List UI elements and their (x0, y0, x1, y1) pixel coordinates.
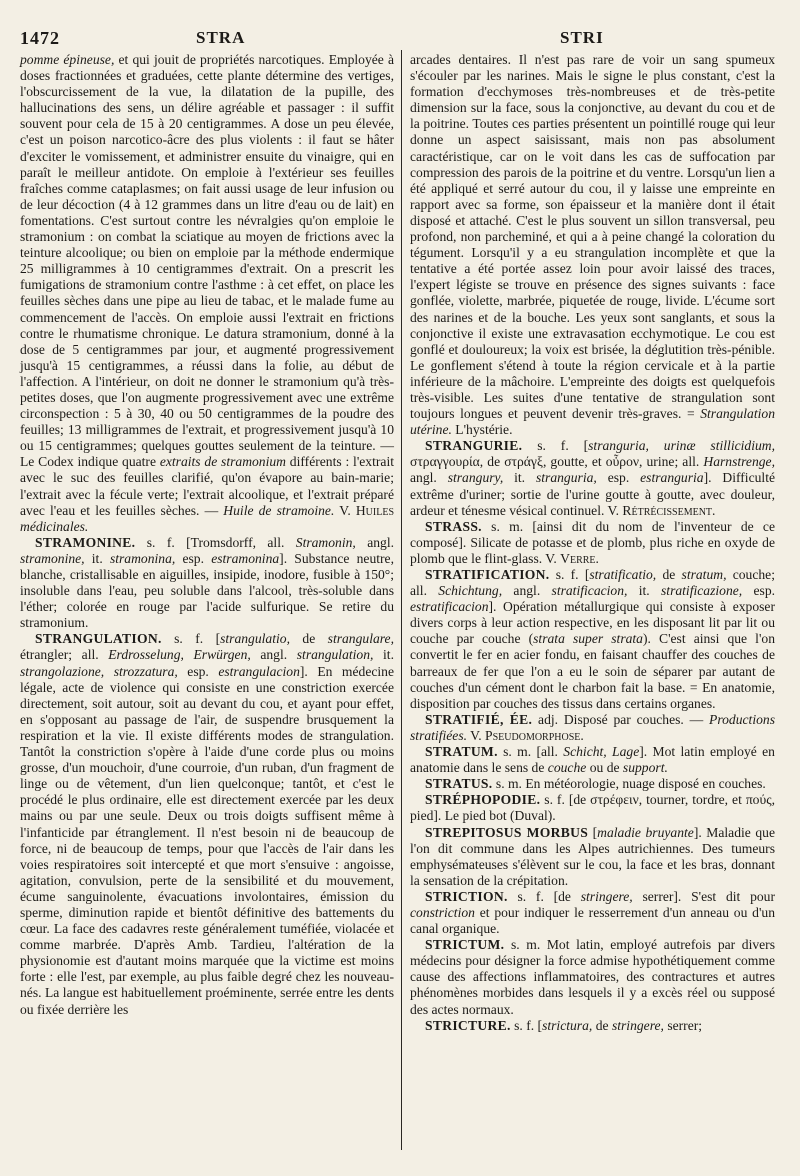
headword: STRAMONINE. (35, 534, 136, 550)
headword: STRÉPHOPODIE. (425, 792, 541, 808)
entry-stratus: STRATUS. s. m. En météorologie, nuage disposé en couches. (425, 776, 766, 792)
page-number: 1472 (20, 28, 60, 48)
entry-stramonine: STRAMONINE. s. f. [Tromsdorff, all. Stramonin, angl. stramonine, it. stramonina, esp. estramonina]. Substance neutre, blanche, cristallisable en aiguilles, insipide, inodore, fusible à 150°; insoluble dans l'eau, peu soluble dans l'alcool, très-soluble dans l'éther; colorée en rouge par l'acide sulfurique. Se retire du stramonium. (20, 534, 395, 631)
left-column (20, 52, 394, 1018)
entry-strangulation: STRANGULATION. s. f. [strangulatio, de strangulare, étrangler; all. Erdrosselung, Erwürgen, angl. strangulation, it. strangolazione, strozzatura, esp. estrangulacion]. En médecine légale, acte de violence qui consiste en une constriction exercée directement, soit autour, soit au devant du cou, et ayant pour effet, en s'opposant au passage de l'air, de suspendre brusquement la respiration et la vie. Il existe différents modes de strangulation. Tantôt la constriction s'opère à l'aide d'une corde plus ou moins grosse, d'un mouchoir, d'une courroie, d'un ruban, d'un fragment de linge ou de vêtement, d'un lien quelconque; tantôt, et c'est le procédé le plus ordinaire, elle est directement exercée par les deux mains ou par une seule. Deux ou trois doigts suffisent même à l'infanticide par étranglement. Il n'est besoin ni de beaucoup de force, ni de beaucoup de temps, pour que l'accès de l'air dans les voies respiratoires soit intercepté et que mort s'ensuive : angoisse, agitation, convulsion, perte de la sensibilité et du mouvement, écume sanguinolente, évacuations involontaires, émission du sperme, diminution rapide et bientôt définitive des battements du cœur. La face des cadavres reste généralement tuméfiée, violacée et comme marbrée. D'après Amb. Tardieu, l'altération de la physionomie est d'autant moins marquée que la victime est moins forte : elle l'est, par exemple, au plus faible degré chez les nouveau-nés. La langue est habituellement proéminente, serrée entre les dents ou fixée derrière les (20, 631, 394, 1017)
entry-stricture: STRICTURE. s. f. [strictura, de stringere, serrer; (425, 1017, 703, 1033)
headword: STRATIFIÉ, ÉE. (425, 711, 533, 727)
entry-striction: STRICTION. s. f. [de stringere, serrer]. S'est dit pour constriction et pour indiquer le resserrement d'un anneau ou d'un canal organique. (410, 888, 775, 937)
entry-stramonium-continued: pomme épineuse, et qui jouit de propriétés narcotiques. Employée à doses fractionnées et graduées, cette plante détermine des vertiges, l'obscurcissement de la vue, la dilatation de la pupille, des hallucinations des sens, un délire agréable et passager : il suffit souvent pour cela de 15 à 20 centigrammes. A dose un peu élevée, c'est un poison narcotico-âcre des plus violents : il faut se hâter d'exciter le vomissement, et administrer ensuite du vinaigre, qui en paraît le meilleur antidote. On emploie à l'extérieur ses feuilles fraîches comme cataplasmes; on fait aussi usage de leur infusion ou de leur décoction (4 à 12 grammes dans un litre d'eau ou de lait) en fomentations. C'est surtout contre les névralgies qu'on emploie le stramonium : on combat la sciatique au moyen de frictions avec la teinture alcoolique; ou bien on emploie par la méthode endermique 25 milligrammes à 10 centigrammes d'extrait. On a prescrit les fumigations de stramonium contre l'asthme : à cet effet, on place les feuilles sèches dans une pipe au lieu de tabac, et le malade fume au commencement de l'accès. On emploie aussi l'extrait en frictions contre le rhumatisme chronique. Le datura stramonium, donné à la dose de 5 centigrammes par jour, et augmenté progressivement jusqu'à 15 centigrammes, a réussi dans la folie, au début de l'affection. A l'intérieur, on doit ne donner le stramonium qu'à très-petites doses, que l'on augmente progressivement avec une extrême circonspection : 5 à 30, 40 ou 50 centigrammes de la poudre des feuilles; 13 milligrammes de l'extrait, et progressivement jusqu'à 10 ou 15 centigrammes; quelques gouttes seulement de la teinture. — Le Codex indique quatre extraits de stramonium différents : l'extrait avec le suc des feuilles clarifié, qu'on évapore au bain-marie; l'extrait avec la fécule verte; l'extrait alcoolique, et l'extrait préparé avec l'eau et les feuilles sèches. — Huile de stramoine. V. Huiles médicinales. (20, 52, 395, 534)
entry-stratifie: STRATIFIÉ, ÉE. adj. Disposé par couches. — Productions stratifiées. V. Pseudomorphose. (410, 711, 775, 743)
entry-strephopodie: STRÉPHOPODIE. s. f. [de στρέφειν, tourner, tordre, et πούς, pied]. Le pied bot (Duval). (410, 792, 775, 824)
left-running-head: STRA (196, 28, 246, 47)
entry-stratum: STRATUM. s. m. [all. Schicht, Lage]. Mot latin employé en anatomie dans le sens de couche ou de support. (410, 744, 775, 776)
headword: STRICTUM. (425, 937, 505, 953)
headword: STRATUM. (425, 744, 498, 760)
entry-strass: STRASS. s. m. [ainsi dit du nom de l'inventeur de ce composé]. Silicate de potasse et de plomb, plus riche en oxyde de plomb que le flint-glass. V. Verre. (410, 518, 775, 566)
entry-strictum: STRICTUM. s. m. Mot latin, employé autrefois par divers médecins pour désigner la force admise hypothétiquement comme cause des affections inflammatoires, des contractures et autres phénomènes morbides dans lesquels il y a excès réel ou supposé des actes normaux. (410, 937, 775, 1017)
entry-strangulation-continued: arcades dentaires. Il n'est pas rare de voir un sang spumeux s'écouler par les narines. Mais le signe le plus constant, c'est la formation d'ecchymoses très-nombreuses et de très-petite dimension sur la face, sous la conjonctive, au devant du cou et de la poitrine. Toutes ces parties présentent un pointillé rouge qui leur donne un aspect saisissant, mais non pas absolument caractéristique, car on le voit dans les cas de suffocation par compression des parois de la poitrine et du ventre. Lorsqu'un lien a été appliqué et serré autour du cou, il y laisse une empreinte en rapport avec sa forme, son épaisseur et la manière dont il était disposé et attaché. C'est le plus souvent un sillon transversal, peu profond, non parcheminé, et qui a à peine changé la coloration du tégument. Lorsqu'il y a eu strangulation incomplète et que la tentative a été portée assez loin pour avoir laissé des traces, l'expert légiste se trouve en présence des signes suivants : face gonflée, violette, marbrée, piquetée de rouge, livide. L'écume sort des narines et de la bouche. Les yeux sont sanglants, et sous la conjonctive il existe une extravasation ecchymotique. Le cou est gonflé et douloureux; la voix est brisée, la déglutition très-pénible. Le gonflement s'étend à toute la région cervicale et à la partie inférieure de la mâchoire. L'empreinte des doigts est quelquefois très-visible. Les suites d'une tentative de strangulation sont toujours longues et peuvent devenir très-graves. = Strangulation utérine. L'hystérie. (410, 52, 775, 438)
headword: STREPITOSUS MORBUS (425, 824, 589, 840)
entry-strangurie: STRANGURIE. s. f. [stranguria, urinæ stillicidium, στραγγουρία, de στράγξ, goutte, et οὖρον, urine; all. Harnstrenge, angl. strangury, it. stranguria, esp. estranguria]. Difficulté extrême d'uriner; sortie de l'urine goutte à goutte, avec douleur, ardeur et ténesme vésical continuel. V. Rétrécissement. (410, 438, 775, 518)
headword: STRASS. (425, 518, 482, 534)
headword: STRATIFICATION. (425, 567, 550, 582)
headword: STRICTURE. (425, 1017, 511, 1033)
headword: STRANGULATION. (35, 631, 162, 647)
headword: STRICTION. (425, 888, 508, 904)
entry-stratification: STRATIFICATION. s. f. [stratificatio, de stratum, couche; all. Schichtung, angl. stratificacion, it. stratificazione, esp. estratificacion]. Opération métallurgique qui consiste à exposer divers corps à leur action respective, en les disposant lit par lit ou couche par couche (strata super strata). C'est ainsi que l'on convertit le fer en acier fondu, en faisant chauffer des couches de barreaux de fer que l'on a eu le soin de séparer par autant de couches d'un cément dont le charbon fait la base. = En anatomie, disposition par couches des tissus dans certains organes. (410, 567, 776, 711)
headword: STRATUS. (425, 776, 493, 792)
column-divider (401, 50, 402, 1150)
right-column (410, 52, 775, 1034)
headword: STRANGURIE. (425, 438, 523, 454)
right-running-head: STRI (560, 28, 604, 47)
entry-strepitosus-morbus: STREPITOSUS MORBUS [maladie bruyante]. Maladie que l'on dit commune dans les Alpes autrichiennes. Des tumeurs emphysémateuses s'élèvent sur le cou, la face et les bras, donnant la sensation de la crépitation. (410, 824, 776, 888)
